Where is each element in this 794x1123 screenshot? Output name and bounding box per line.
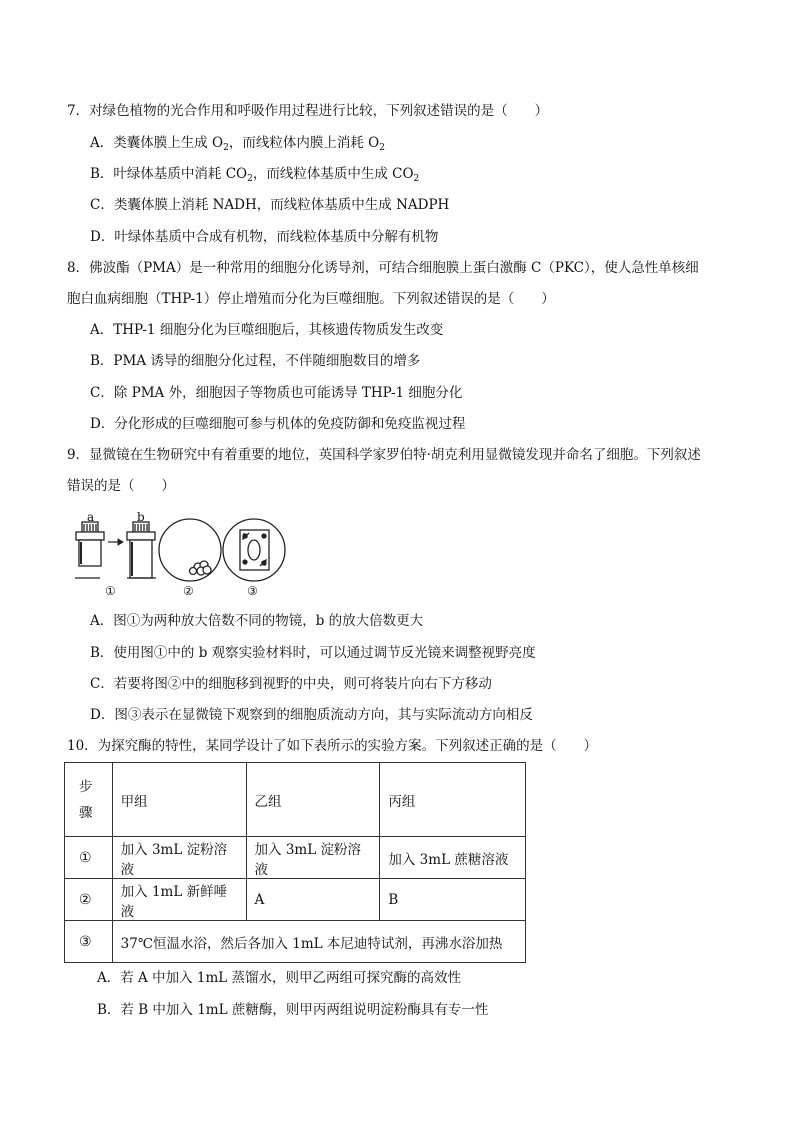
- q7-option-d: D．叶绿体基质中合成有机物，而线粒体基质中分解有机物: [90, 229, 439, 245]
- q8-stem-line2: 胞白血病细胞（THP-1）停止增殖而分化为巨噬细胞。下列叙述错误的是（ ）: [67, 291, 555, 307]
- q9-option-a: A．图①为两种放大倍数不同的物镜，b 的放大倍数更大: [90, 613, 424, 629]
- q7-option-c: C．类囊体膜上消耗 NADH，而线粒体基质中生成 NADPH: [90, 197, 450, 213]
- header-group-bing: 丙组: [380, 763, 526, 837]
- arrow-right-icon: [108, 539, 123, 545]
- table-cell: A: [246, 879, 380, 921]
- q8-stem-line1: 8．佛波酯（PMA）是一种常用的细胞分化诱导剂，可结合细胞膜上蛋白激酶 C（PKC），使人急性单核细: [67, 260, 699, 276]
- step-1-label: ①: [65, 837, 113, 879]
- table-row: [65, 837, 526, 879]
- q9-stem-line2: 错误的是（ ）: [67, 478, 175, 494]
- q10-stem: 10．为探究酶的特性，某同学设计了如下表所示的实验方案。下列叙述正确的是（ ）: [67, 738, 598, 754]
- objective-lens-b: [127, 522, 156, 578]
- table-row: [65, 879, 526, 921]
- header-group-jia: 甲组: [112, 763, 246, 837]
- q9-option-c: C．若要将图②中的细胞移到视野的中央，则可将装片向右下方移动: [90, 676, 492, 692]
- figure-label-a: a: [87, 510, 95, 524]
- q8-option-d: D．分化形成的巨噬细胞可参与机体的免疫防御和免疫监视过程: [90, 416, 466, 432]
- q7-option-a: A．类囊体膜上生成 $O_2$，而线粒体内膜上消耗 $O_2$: [90, 135, 385, 153]
- q9-stem-line1: 9．显微镜在生物研究中有着重要的地位，英国科学家罗伯特·胡克利用显微镜发现并命名了细胞。下列叙述: [67, 447, 701, 463]
- q9-option-d: D．图③表示在显微镜下观察到的细胞质流动方向，其与实际流动方向相反: [90, 707, 533, 723]
- table-cell: 加入 3mL 淀粉溶液: [112, 837, 246, 879]
- table-cell: 加入 1mL 新鲜唾液: [112, 879, 246, 921]
- table-cell: B: [380, 879, 526, 921]
- q7-stem: 7．对绿色植物的光合作用和呼吸作用过程进行比较，下列叙述错误的是（ ）: [67, 103, 549, 119]
- q10-option-a: A．若 A 中加入 1mL 蒸馏水，则甲乙两组可探究酶的高效性: [97, 970, 462, 986]
- figure-label-3: ③: [247, 584, 258, 598]
- header-group-yi: 乙组: [246, 763, 380, 837]
- table-cell: 37℃恒温水浴，然后各加入 1mL 本尼迪特试剂，再沸水浴加热: [112, 921, 525, 963]
- table-header-row: [65, 763, 526, 837]
- q10-option-b: B．若 B 中加入 1mL 蔗糖酶，则甲丙两组说明淀粉酶具有专一性: [97, 1002, 489, 1018]
- figure-label-b: b: [137, 510, 145, 524]
- field-of-view-2: [159, 519, 221, 581]
- q8-option-a: A．THP-1 细胞分化为巨噬细胞后，其核遗传物质发生改变: [90, 322, 444, 338]
- table-cell: 加入 3mL 蔗糖溶液: [380, 837, 526, 879]
- q8-option-c: C．除 PMA 外，细胞因子等物质也可能诱导 THP-1 细胞分化: [90, 385, 463, 401]
- table-cell: 加入 3mL 淀粉溶液: [246, 837, 380, 879]
- figure-label-1: ①: [105, 584, 116, 598]
- q7-option-b: B．叶绿体基质中消耗 $CO_2$，而线粒体基质中生成 $CO_2$: [90, 166, 420, 184]
- table-row: [65, 921, 526, 963]
- field-of-view-3: [223, 519, 285, 581]
- q9-option-b: B．使用图①中的 b 观察实验材料时，可以通过调节反光镜来调整视野亮度: [90, 645, 536, 661]
- microscope-figure: [70, 510, 290, 602]
- experiment-table: [64, 762, 526, 963]
- header-step: 步 骤: [65, 763, 113, 837]
- objective-lens-a: [75, 522, 104, 578]
- figure-label-2: ②: [183, 584, 194, 598]
- step-3-label: ③: [65, 921, 113, 963]
- step-2-label: ②: [65, 879, 113, 921]
- q8-option-b: B．PMA 诱导的细胞分化过程，不伴随细胞数目的增多: [90, 353, 421, 369]
